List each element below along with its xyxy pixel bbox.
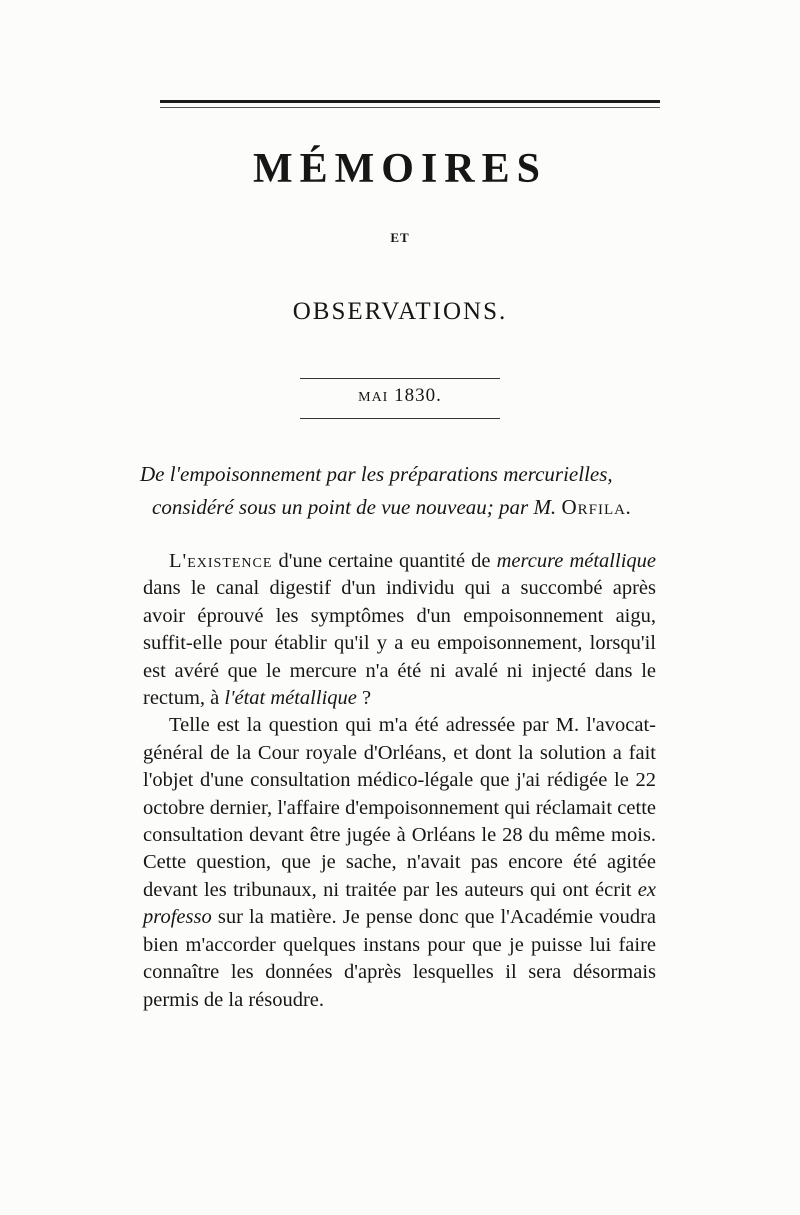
paragraph-2 bbox=[143, 712, 656, 1013]
article-author-suffix: . bbox=[625, 495, 632, 519]
article-title bbox=[140, 458, 660, 524]
date-rule-bottom bbox=[300, 418, 500, 419]
paragraph-1-text-b: dans le canal digestif d'un individu qui a succombé après avoir éprouvé les symptômes d'un empoisonnement aigu, suffit-elle pour établir qu'il y a eu empoisonnement, lorsqu'il est avéré que le mercure n'a été ni avalé ni injecté dans le rectum, à bbox=[143, 577, 656, 710]
paragraph-2-text-b: sur la matière. Je pense donc que l'Académie voudra bien m'accorder quelques instans pour que je puisse lui faire connaître les données d'après lesquelles il sera désormais permis de la résoudre. bbox=[143, 906, 656, 1011]
article-title-line2-text: considéré sous un point de vue nouveau; par bbox=[152, 495, 534, 519]
date-rule-top bbox=[300, 378, 500, 379]
paragraph-1-emphasis-1: mercure métallique bbox=[496, 550, 656, 572]
conjunction-et: ET bbox=[390, 230, 410, 245]
paragraph-1-lead: L'existence bbox=[169, 550, 273, 572]
article-title-line2 bbox=[140, 491, 660, 524]
top-rule bbox=[160, 100, 660, 108]
issue-date bbox=[0, 385, 800, 407]
paragraph-1-text-c: ? bbox=[356, 687, 372, 710]
paragraph-1 bbox=[143, 548, 656, 712]
issue-year: 1830. bbox=[394, 385, 442, 406]
journal-section-subtitle: OBSERVATIONS. bbox=[292, 298, 508, 325]
paragraph-1-text-a: d'une certaine quantité de bbox=[272, 550, 497, 572]
journal-section-title: MÉMOIRES bbox=[252, 146, 547, 192]
article-title-line1: De l'empoisonnement par les préparations mercurielles, bbox=[140, 462, 613, 486]
paragraph-2-text-a: Telle est la question qui m'a été adressée par M. l'avocat-général de la Cour royale d'Orléans, et dont la solution a fait l'objet d'une consultation médico-légale que j'ai rédigée le 22 octobre dernier, l'affaire d'empoisonnement qui réclamait cette consultation devant être jugée à Orléans le 28 du même mois. Cette question, que je sache, n'avait pas encore été agitée devant les tribunaux, ni traitée par les auteurs qui ont écrit bbox=[143, 714, 656, 901]
paragraph-1-emphasis-2: l'état métallique bbox=[224, 687, 357, 710]
article-body bbox=[143, 548, 656, 1014]
article-author-prefix: M. bbox=[533, 495, 562, 519]
paragraph-2-emphasis: ex professo bbox=[143, 878, 656, 929]
article-author: Orfila bbox=[561, 495, 626, 519]
issue-month: MAI bbox=[358, 390, 389, 405]
